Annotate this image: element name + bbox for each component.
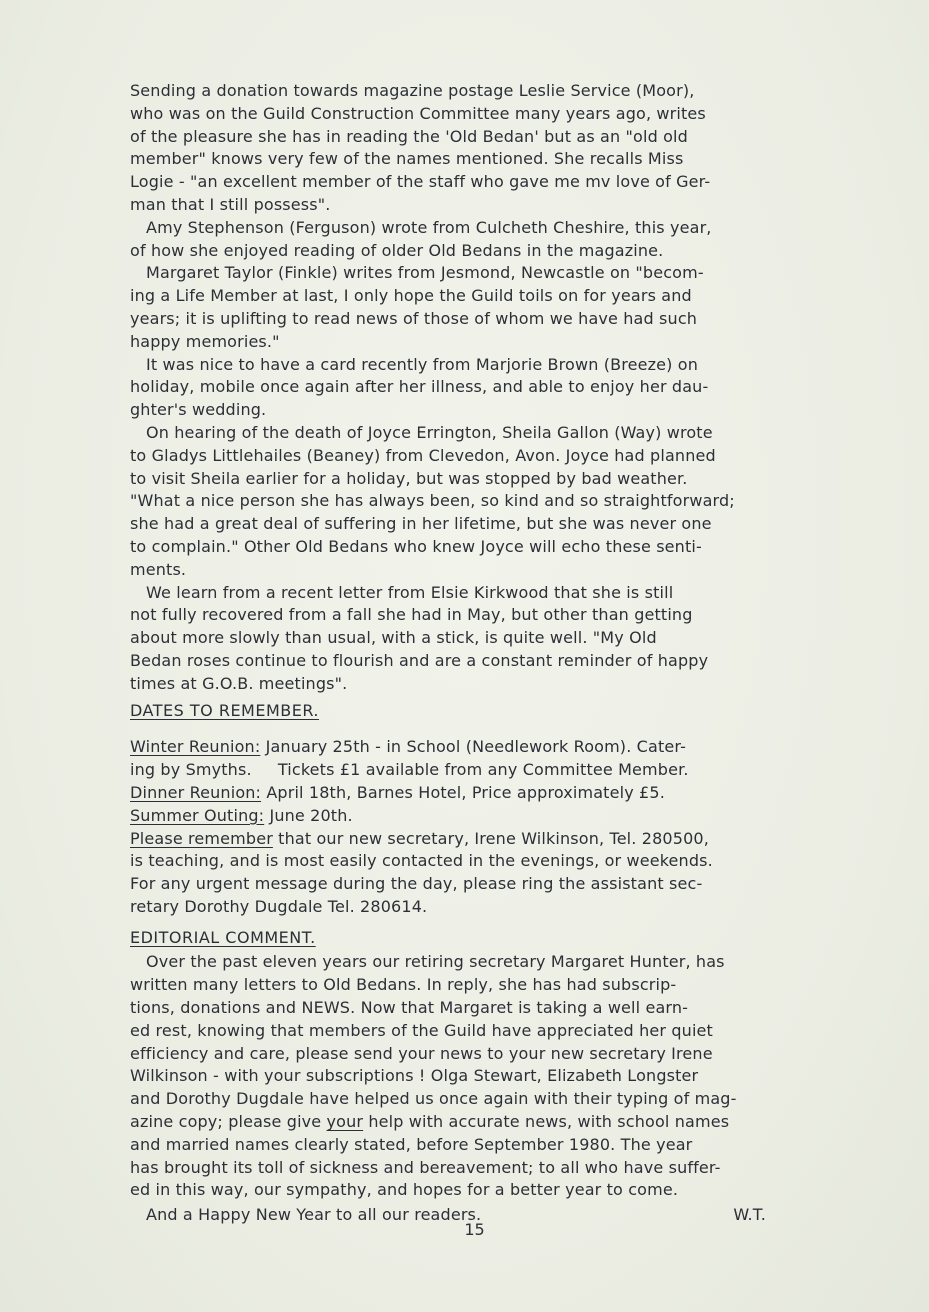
paragraph-line: On hearing of the death of Joyce Errington, Sheila Gallon (Way) wrote xyxy=(146,422,713,442)
paragraph-line: holiday, mobile once again after her illness, and able to enjoy her dau- xyxy=(130,377,709,397)
give-text-after: help with accurate news, with school names xyxy=(363,1112,730,1132)
editorial-line: efficiency and care, please send your news to your new secretary Irene xyxy=(130,1043,713,1063)
dinner-reunion-label: Dinner Reunion: xyxy=(130,782,262,802)
summer-outing-label: Summer Outing: xyxy=(130,805,265,825)
paragraph-line: of the pleasure she has in reading the 'Old Bedan' but as an "old old xyxy=(130,126,688,146)
news-paragraph xyxy=(130,262,810,353)
paragraph-line: It was nice to have a card recently from Marjorie Brown (Breeze) on xyxy=(146,354,699,374)
winter-reunion-text: January 25th - in School (Needlework Room). Cater- xyxy=(260,737,686,757)
winter-reunion-line xyxy=(130,736,810,759)
remember-line: retary Dorothy Dugdale Tel. 280614. xyxy=(130,896,428,916)
editorial-line: ed in this way, our sympathy, and hopes for a better year to come. xyxy=(130,1180,679,1200)
paragraph-line: ments. xyxy=(130,559,187,579)
paragraph-line: ing a Life Member at last, I only hope the Guild toils on for years and xyxy=(130,286,692,306)
paragraph-line: to visit Sheila earlier for a holiday, but was stopped by bad weather. xyxy=(130,468,688,488)
paragraph-line: times at G.O.B. meetings". xyxy=(130,673,348,693)
paragraph-line: Amy Stephenson (Ferguson) wrote from Culcheth Cheshire, this year, xyxy=(146,217,712,237)
paragraph-line: years; it is uplifting to read news of those of whom we have had such xyxy=(130,308,698,328)
paragraph-line: Logie - "an excellent member of the staff who gave me mv love of Ger- xyxy=(130,172,711,192)
news-paragraph xyxy=(130,582,810,696)
paragraph-line: of how she enjoyed reading of older Old Bedans in the magazine. xyxy=(130,240,664,260)
paragraph-line: "What a nice person she has always been, so kind and so straightforward; xyxy=(130,491,735,511)
winter-reunion-line-2: ing by Smyths. Tickets £1 available from any Committee Member. xyxy=(130,760,689,780)
editorial-line: has brought its toll of sickness and bereavement; to all who have suffer- xyxy=(130,1157,721,1177)
news-paragraphs xyxy=(130,80,810,696)
summer-outing-line xyxy=(130,805,810,828)
paragraph-line: about more slowly than usual, with a stick, is quite well. "My Old xyxy=(130,628,657,648)
dates-heading: DATES TO REMEMBER. xyxy=(130,700,319,720)
remember-line: is teaching, and is most easily contacted in the evenings, or weekends. xyxy=(130,851,713,871)
winter-reunion-label: Winter Reunion: xyxy=(130,737,261,757)
editorial-line: written many letters to Old Bedans. In reply, she has had subscrip- xyxy=(130,975,677,995)
editorial-line: ed rest, knowing that members of the Guild have appreciated her quiet xyxy=(130,1020,713,1040)
dinner-reunion-line xyxy=(130,782,810,805)
please-remember-label: Please remember xyxy=(130,828,273,848)
paragraph-line: ghter's wedding. xyxy=(130,400,267,420)
closing-greeting: And a Happy New Year to all our readers. xyxy=(146,1205,482,1225)
paragraph-line: not fully recovered from a fall she had in May, but other than getting xyxy=(130,605,693,625)
news-paragraph xyxy=(130,80,810,217)
news-paragraph xyxy=(130,217,810,263)
editorial-heading: EDITORIAL COMMENT. xyxy=(130,927,316,947)
give-text-before: azine copy; please give xyxy=(130,1112,327,1132)
paragraph-line: she had a great deal of suffering in her lifetime, but she was never one xyxy=(130,514,712,534)
paragraph-line: member" knows very few of the names mentioned. She recalls Miss xyxy=(130,149,684,169)
paragraph-line: man that I still possess". xyxy=(130,194,331,214)
editorial-section xyxy=(130,951,810,1227)
editorial-line: and Dorothy Dugdale have helped us once again with their typing of mag- xyxy=(130,1089,737,1109)
page-body xyxy=(130,80,810,1227)
dinner-reunion-text: April 18th, Barnes Hotel, Price approximately £5. xyxy=(261,782,665,802)
paragraph-line: to complain." Other Old Bedans who knew Joyce will echo these senti- xyxy=(130,536,702,556)
paragraph-line: Margaret Taylor (Finkle) writes from Jesmond, Newcastle on "becom- xyxy=(146,263,704,283)
news-paragraph xyxy=(130,422,810,582)
paragraph-line: We learn from a recent letter from Elsie Kirkwood that she is still xyxy=(146,582,674,602)
editorial-line: and married names clearly stated, before September 1980. The year xyxy=(130,1134,693,1154)
paragraph-line: Sending a donation towards magazine postage Leslie Service (Moor), xyxy=(130,81,695,100)
signature: W.T. xyxy=(733,1205,766,1225)
give-your-underlined: your xyxy=(326,1112,364,1132)
page-number: 15 xyxy=(464,1220,485,1239)
summer-outing-text: June 20th. xyxy=(264,805,353,825)
news-paragraph xyxy=(130,354,810,422)
paragraph-line: who was on the Guild Construction Committee many years ago, writes xyxy=(130,103,706,123)
editorial-line: Wilkinson - with your subscriptions ! Olga Stewart, Elizabeth Longster xyxy=(130,1066,699,1086)
editorial-line: tions, donations and NEWS. Now that Margaret is taking a well earn- xyxy=(130,998,689,1018)
paragraph-line: Bedan roses continue to flourish and are a constant reminder of happy xyxy=(130,650,709,670)
paragraph-line: to Gladys Littlehailes (Beaney) from Clevedon, Avon. Joyce had planned xyxy=(130,445,716,465)
please-remember-text: that our new secretary, Irene Wilkinson, Tel. 280500, xyxy=(272,828,709,848)
paragraph-line: happy memories." xyxy=(130,331,280,351)
editorial-line: Over the past eleven years our retiring secretary Margaret Hunter, has xyxy=(146,952,725,972)
please-remember-line xyxy=(130,828,810,851)
remember-line: For any urgent message during the day, please ring the assistant sec- xyxy=(130,874,703,894)
dates-section xyxy=(130,736,810,918)
editorial-give-line xyxy=(130,1111,810,1134)
